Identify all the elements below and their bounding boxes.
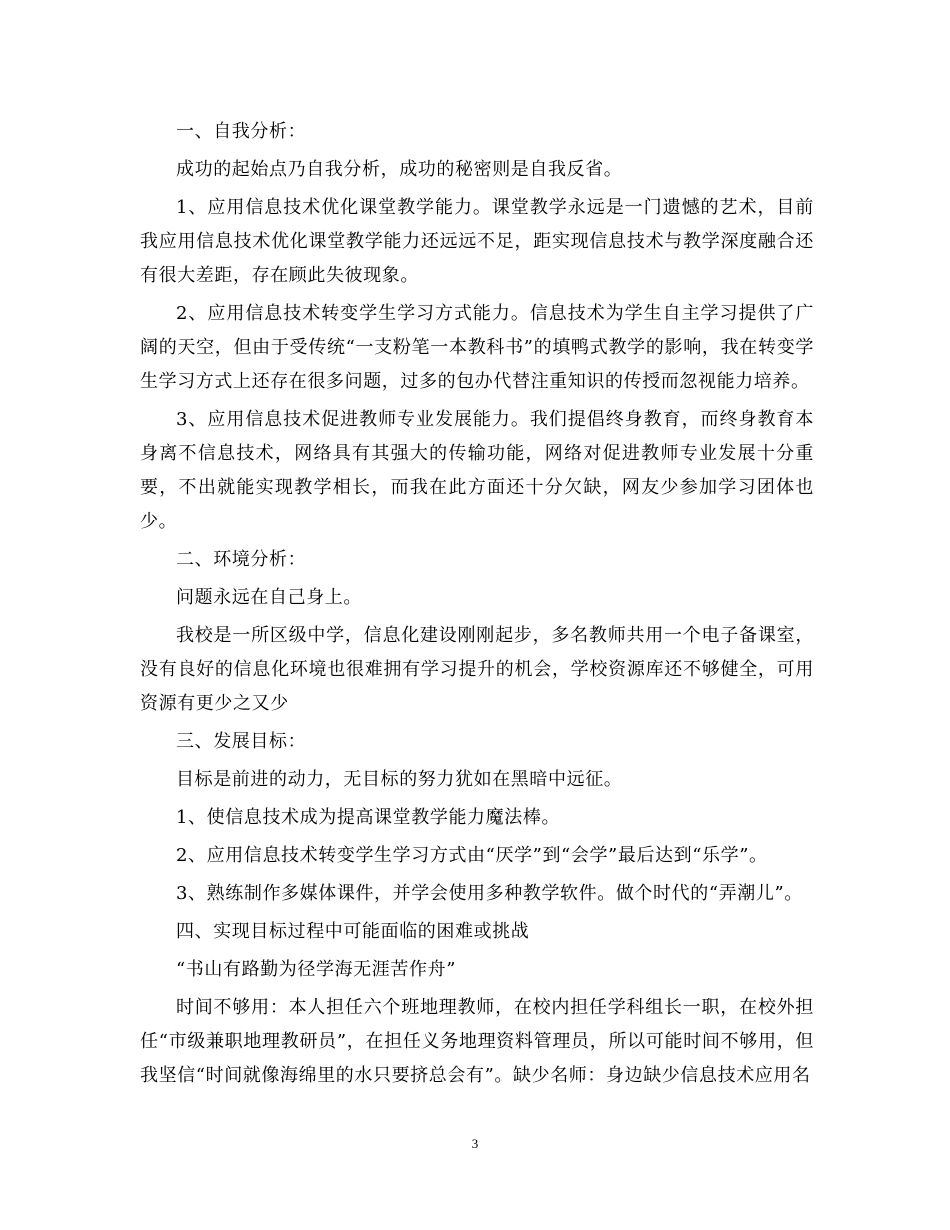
paragraph: 3、应用信息技术促进教师专业发展能力。我们提倡终身教育，而终身教育本身离不信息技术，网络具有其强大的传输功能，网络对促进教师专业发展十分重要，不出就能实现教学相长，而我在此方面还十分欠缺，网友少参加学习团体也少。 <box>140 409 814 532</box>
paragraph: 1、应用信息技术优化课堂教学能力。课堂教学永远是一门遗憾的艺术，目前我应用信息技术优化课堂教学能力还远远不足，距实现信息技术与教学深度融合还有很大差距，存在顾此失彼现象。 <box>140 197 814 286</box>
paragraph: 3、熟练制作多媒体课件，并学会使用多种教学软件。做个时代的“弄潮儿”。 <box>176 883 803 904</box>
paragraph: 问题永远在自己身上。 <box>176 587 362 608</box>
document-body <box>140 115 814 1093</box>
heading-development-goals: 三、发展目标： <box>176 731 307 752</box>
paragraph: 2、应用信息技术转变学生学习方式能力。信息技术为学生自主学习提供了广阔的天空，但由于受传统“一支粉笔一本教科书”的填鸭式教学的影响，我在转变学生学习方式上还存在很多问题，过多的包办代替注重知识的传授而忽视能力培养。 <box>140 303 814 392</box>
paragraph: 我校是一所区级中学，信息化建设刚刚起步，多名教师共用一个电子备课室，没有良好的信息化环境也很难拥有学习提升的机会，学校资源库还不够健全，可用资源有更少之又少 <box>140 625 814 714</box>
quote-paragraph: “书山有路勤为径学海无涯苦作舟” <box>176 959 457 980</box>
heading-environment-analysis: 二、环境分析： <box>176 549 307 570</box>
heading-challenges: 四、实现目标过程中可能面临的困难或挑战 <box>176 921 530 942</box>
paragraph: 目标是前进的动力，无目标的努力犹如在黑暗中远征。 <box>176 769 623 790</box>
heading-self-analysis: 一、自我分析： <box>176 121 307 142</box>
paragraph: 1、使信息技术成为提高课堂教学能力魔法棒。 <box>176 807 561 828</box>
paragraph: 2、应用信息技术转变学生学习方式由“厌学”到“会学”最后达到“乐学”。 <box>176 845 768 866</box>
page-number: 3 <box>471 1136 479 1151</box>
paragraph: 时间不够用：本人担任六个班地理教师，在校内担任学科组长一职，在校外担任“市级兼职地理教研员”，在担任义务地理资料管理员，所以可能时间不够用，但我坚信“时间就像海绵里的水只要挤总会有”。缺少名师：身边缺少信息技术应用名 <box>140 997 814 1086</box>
paragraph: 成功的起始点乃自我分析，成功的秘密则是自我反省。 <box>176 159 623 180</box>
